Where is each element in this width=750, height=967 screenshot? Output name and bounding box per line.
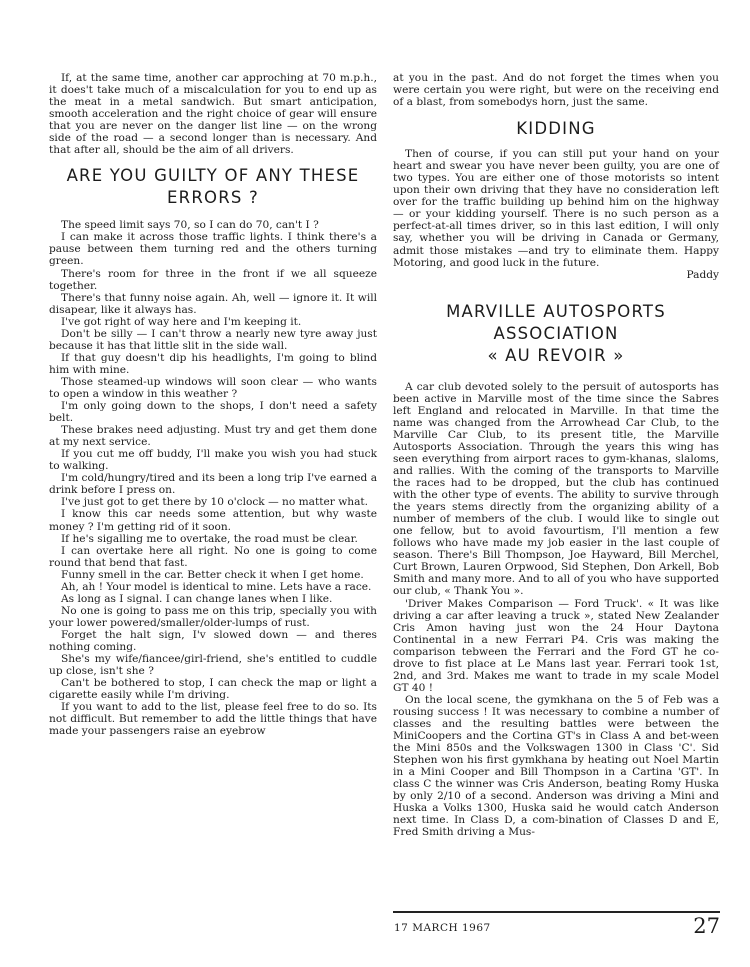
- error-item: Ah, ah ! Your model is identical to mine. Lets have a race.: [61, 580, 372, 593]
- intro-paragraph: If, at the same time, another car approching at 70 m.p.h., it does't take much of a miscalculation for you to end up as the meat in a metal sandwich. But smart anticipation, smooth acceleration and the right choice of gear will ensure that you are never on the danger list line — on the wrong side of the road — a second longer than is necessary. And that after all, should be the aim of all drivers.: [49, 72, 377, 157]
- error-item: There's that funny noise again. Ah, well — ignore it. It will disapear, like it always has.: [49, 291, 377, 316]
- author-signature: Paddy: [686, 268, 719, 281]
- error-item: If he's sigalling me to overtake, the road must be clear.: [61, 532, 358, 545]
- error-item: I can overtake here all right. No one is going to come round that bend that fast.: [49, 544, 377, 569]
- error-item: The speed limit says 70, so I can do 70, can't I ?: [61, 219, 319, 232]
- error-item: Funny smell in the car. Better check it when I get home.: [61, 568, 364, 581]
- article-paragraph: On the local scene, the gymkhana on the 5 of Feb was a rousing success ! It was necessary to combine a number of classes and the resulting battles were between the MiniCoopers and the Cortina GT's in Class A and bet-ween the Mini 850s and the Volkswagen 1300 in Class 'C'. Sid Stephen won his first gymkhana by heating out Noel Martin in a Mini Cooper and Bill Thompson in a Cartina 'GT'. In class C the winner was Cris Anderson, beating Romy Huska by only 2/10 of a second. Anderson was driving a Mini and Huska a Volks 1300, Huska said he would catch Anderson next time. In Class D, a com-bination of Classes D and E, Fred Smith driving a Mus-: [393, 693, 719, 839]
- error-item: There's room for three in the front if we all squeeze together.: [49, 267, 377, 292]
- errors-heading: ARE YOU GUILTY OF ANY THESE ERRORS ?: [66, 166, 360, 208]
- error-item: No one is going to pass me on this trip, specially you with your lower powered/smaller/older-lumps of rust.: [49, 604, 377, 629]
- kidding-paragraph: Then of course, if you can still put your hand on your heart and swear you have never been guilty, you are one of two types. You are either one of those motorists so intent upon their own driving that they have no consideration left over for the traffic building up behind him on the highway — or your kidding yourself. There is no such person as a perfect-at-all times driver, so in this last edition, I will only say, whether you will be driving in Canada or Germany, admit those mistakes —and try to eliminate them. Happy Motoring, and good luck in the future.: [393, 148, 719, 269]
- error-item: I've just got to get there by 10 o'clock — no matter what.: [61, 496, 369, 509]
- error-item: I can make it across those traffic lights. I think there's a pause between them turning red and the others turning green.: [49, 231, 377, 268]
- right-column: [393, 72, 719, 838]
- error-item: If you cut me off buddy, I'll make you wish you had stuck to walking.: [49, 448, 377, 473]
- continuation-paragraph: at you in the past. And do not forget the times when you were certain you were right, but were on the receiving end of a blast, from somebodys horn, just the same.: [393, 72, 719, 109]
- error-item: As long as I signal. I can change lanes when I like.: [61, 592, 333, 605]
- marville-heading: [393, 301, 719, 367]
- marville-heading-line-1: MARVILLE AUTOSPORTS: [446, 301, 666, 321]
- errors-list: [49, 219, 377, 737]
- article-paragraph: 'Driver Makes Comparison — Ford Truck'. « It was like driving a car after leaving a truck », stated New Zealander Cris Amon having just won the 24 Hour Daytona Continental in a new Ferrari P4. Cris was making the comparison tebween the Ferrari and the Ford GT he co-drove to fist place at Le Mans last year. Ferrari took 1st, 2nd, and 3rd. Makes me want to trade in my scale Model GT 40 !: [393, 597, 719, 694]
- error-item: I know this car needs some attention, but why waste money ? I'm getting rid of it soon.: [49, 508, 377, 533]
- signature-line: [393, 269, 719, 281]
- kidding-heading: KIDDING: [516, 119, 596, 139]
- error-item: I'm cold/hungry/tired and its been a long trip I've earned a drink before I press on.: [49, 472, 378, 497]
- error-item: If you want to add to the list, please feel free to do so. Its not difficult. But remember to add the little things that have made your passengers raise an eyebrow: [49, 701, 377, 738]
- error-item: Can't be bothered to stop, I can check the map or light a cigarette easily while I'm driving.: [49, 677, 377, 702]
- marville-heading-line-2: ASSOCIATION: [493, 323, 619, 343]
- left-column: [49, 72, 377, 737]
- page-number: 27: [693, 914, 720, 938]
- error-item: Forget the halt sign, I'v slowed down — and theres nothing coming.: [49, 628, 377, 653]
- marville-heading-line-3: « AU REVOIR »: [487, 345, 625, 365]
- footer-divider: [393, 911, 720, 913]
- error-item: Don't be silly — I can't throw a nearly new tyre away just because it has that little slit in the side wall.: [49, 327, 377, 352]
- error-item: Those steamed-up windows will soon clear — who wants to open a window in this weather ?: [49, 375, 377, 400]
- error-item: I've got right of way here and I'm keeping it.: [61, 315, 302, 328]
- error-item: If that guy doesn't dip his headlights, I'm going to blind him with mine.: [49, 351, 377, 376]
- article-paragraph: A car club devoted solely to the persuit of autosports has been active in Marville most of the time since the Sabres left England and relocated in Marville. In that time the name was changed from the Arrowhead Car Club, to the Marville Car Club, to its present title, the Marville Autosports Association. Through the years this wing has seen everything from airport races to gym-khanas, slaloms, and rallies. With the coming of the transports to Marville the races had to be dropped, but the club has continued with the other type of events. The ability to survive through the years stems directly from the organizing ability of a number of members of the club. I would like to single out one fellow, but to avoid favourtism, I'll mention a few follows who have made my job easier in the last couple of season. There's Bill Thompson, Joe Hayward, Bill Merchel, Curt Brown, Lauren Orpwood, Sid Stephen, Don Arkell, Bob Smith and many more. And to all of you who have supported our club, « Thank You ».: [393, 380, 719, 598]
- issue-date: 17 MARCH 1967: [394, 922, 491, 934]
- error-item: These brakes need adjusting. Must try and get them done at my next service.: [49, 424, 377, 449]
- error-item: I'm only going down to the shops, I don't need a safety belt.: [49, 400, 377, 425]
- error-item: She's my wife/fiancee/girl-friend, she's entitled to cuddle up close, isn't she ?: [49, 653, 377, 678]
